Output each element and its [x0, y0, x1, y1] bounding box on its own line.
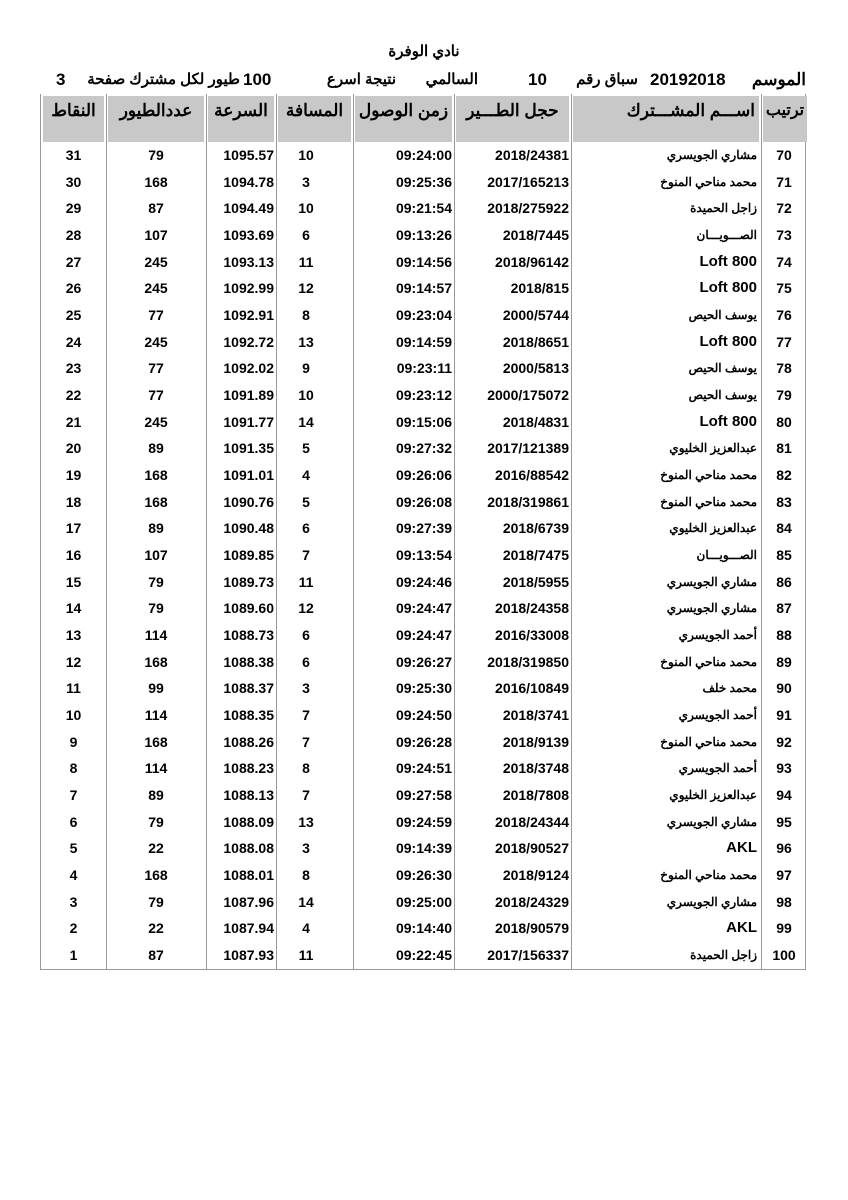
- cell-name: مشاري الجويسري: [666, 894, 757, 909]
- cell-distance: 6: [302, 653, 310, 670]
- cell-rank: 87: [776, 600, 792, 617]
- cell-points: 3: [69, 893, 78, 910]
- cell-time: 09:15:06: [395, 413, 452, 430]
- cell-ring: 2000/175072: [487, 387, 569, 404]
- cell-time: 09:14:40: [395, 920, 452, 937]
- cell-name: AKL: [726, 839, 757, 857]
- cell-name: أحمد الجويسري: [678, 761, 757, 776]
- cell-ring: 2017/121389: [487, 440, 569, 457]
- cell-name: Loft 800: [699, 279, 757, 297]
- cell-name: يوسف الحيص: [688, 308, 757, 323]
- cell-distance: 8: [302, 307, 310, 324]
- cell-count: 99: [148, 680, 164, 697]
- cell-ring: 2000/5744: [502, 307, 569, 324]
- cell-ring: 2018/275922: [487, 200, 569, 217]
- cell-ring: 2018/4831: [502, 413, 569, 430]
- cell-count: 79: [148, 573, 164, 590]
- cell-name: عبدالعزيز الخليوي: [669, 521, 757, 536]
- cell-speed: 1088.08: [223, 840, 274, 857]
- cell-time: 09:26:28: [395, 733, 452, 750]
- cell-ring: 2018/7808: [502, 787, 569, 804]
- cell-name: زاجل الحميدة: [690, 201, 757, 216]
- cell-ring: 2018/3748: [502, 760, 569, 777]
- cell-points: 26: [65, 280, 82, 297]
- cell-points: 5: [69, 840, 78, 857]
- cell-speed: 1090.76: [223, 493, 274, 510]
- cell-points: 10: [65, 707, 82, 724]
- cell-points: 21: [65, 413, 82, 430]
- cell-distance: 11: [298, 947, 314, 964]
- cell-time: 09:23:11: [396, 360, 452, 377]
- cell-distance: 9: [302, 360, 310, 377]
- cell-points: 28: [65, 227, 82, 243]
- header-bird-count: عددالطيور: [108, 96, 204, 142]
- cell-points: 14: [65, 600, 82, 617]
- cell-rank: 82: [776, 467, 792, 484]
- cell-time: 09:14:57: [395, 280, 452, 297]
- cell-count: 79: [148, 147, 164, 163]
- cell-name: محمد مناحي المنوخ: [660, 468, 757, 483]
- cell-rank: 76: [776, 307, 792, 324]
- cell-distance: 6: [302, 627, 310, 644]
- cell-points: 12: [65, 653, 82, 670]
- cell-count: 79: [148, 893, 164, 910]
- cell-time: 09:27:32: [395, 440, 452, 457]
- cell-count: 89: [148, 520, 164, 537]
- cell-time: 09:24:59: [395, 813, 452, 830]
- cell-ring: 2018/5955: [502, 573, 569, 590]
- cell-time: 09:13:26: [395, 227, 452, 243]
- cell-count: 77: [148, 360, 164, 377]
- cell-count: 79: [148, 813, 164, 830]
- cell-name: Loft 800: [699, 412, 757, 430]
- results-table: [40, 94, 806, 970]
- cell-rank: 97: [776, 867, 792, 884]
- cell-ring: 2018/7475: [502, 547, 569, 564]
- race-number: 10: [528, 70, 547, 89]
- cell-distance: 7: [302, 707, 310, 724]
- cell-rank: 85: [776, 547, 792, 564]
- cell-ring: 2016/88542: [495, 467, 569, 484]
- cell-speed: 1091.35: [223, 440, 274, 457]
- cell-points: 25: [65, 307, 82, 324]
- cell-time: 09:13:54: [395, 547, 452, 564]
- cell-name: زاجل الحميدة: [690, 948, 757, 963]
- cell-distance: 11: [298, 253, 314, 270]
- cell-count: 245: [144, 253, 168, 270]
- cell-speed: 1093.13: [223, 253, 274, 270]
- cell-rank: 95: [776, 813, 792, 830]
- cell-name: أحمد الجويسري: [678, 708, 757, 723]
- cell-time: 09:24:47: [395, 627, 452, 644]
- cell-distance: 12: [298, 600, 314, 617]
- cell-speed: 1088.01: [223, 867, 274, 884]
- cell-ring: 2018/96142: [495, 253, 569, 270]
- cell-count: 89: [148, 440, 164, 457]
- cell-ring: 2000/5813: [502, 360, 569, 377]
- cell-name: مشاري الجويسري: [666, 601, 757, 616]
- cell-ring: 2018/319850: [487, 653, 569, 670]
- cell-rank: 74: [776, 253, 792, 270]
- cell-speed: 1088.73: [223, 627, 274, 644]
- cell-time: 09:24:51: [395, 760, 452, 777]
- cell-rank: 71: [776, 173, 792, 190]
- cell-count: 107: [144, 547, 168, 564]
- cell-time: 09:26:06: [395, 467, 452, 484]
- cell-name: محمد خلف: [702, 681, 757, 696]
- cell-time: 09:22:45: [395, 947, 452, 964]
- cell-points: 11: [66, 680, 81, 697]
- cell-speed: 1095.57: [223, 147, 274, 163]
- cell-ring: 2017/165213: [487, 173, 569, 190]
- cell-time: 09:26:30: [395, 867, 452, 884]
- cell-ring: 2018/6739: [502, 520, 569, 537]
- cell-rank: 78: [776, 360, 792, 377]
- cell-time: 09:26:27: [395, 653, 452, 670]
- cell-count: 77: [148, 387, 164, 404]
- cell-rank: 93: [776, 760, 792, 777]
- cell-points: 4: [69, 867, 78, 884]
- cell-rank: 84: [776, 520, 792, 537]
- season-label: الموسم: [751, 70, 806, 89]
- cell-time: 09:27:58: [395, 787, 452, 804]
- cell-rank: 86: [776, 573, 792, 590]
- cell-ring: 2018/7445: [502, 227, 569, 243]
- cell-points: 6: [69, 813, 78, 830]
- cell-name: محمد مناحي المنوخ: [660, 174, 757, 189]
- cell-count: 114: [144, 760, 168, 777]
- cell-points: 9: [69, 733, 78, 750]
- cell-speed: 1089.73: [223, 573, 274, 590]
- cell-points: 31: [65, 147, 82, 163]
- cell-ring: 2018/90579: [495, 920, 569, 937]
- cell-rank: 73: [776, 227, 792, 243]
- cell-count: 22: [148, 920, 164, 937]
- cell-ring: 2016/10849: [495, 680, 569, 697]
- cell-count: 245: [144, 333, 168, 350]
- cell-distance: 3: [302, 840, 310, 857]
- cell-speed: 1091.01: [223, 467, 274, 484]
- cell-rank: 89: [776, 653, 792, 670]
- header-participant: اســـم المشـــترك: [573, 96, 759, 142]
- cell-name: الصـــويـــان: [696, 228, 757, 242]
- cell-distance: 6: [302, 227, 310, 243]
- cell-name: مشاري الجويسري: [666, 148, 757, 162]
- cell-count: 168: [144, 467, 168, 484]
- cell-count: 89: [148, 787, 164, 804]
- cell-speed: 1088.26: [223, 733, 274, 750]
- cell-ring: 2018/3741: [502, 707, 569, 724]
- cell-points: 2: [69, 920, 78, 937]
- cell-count: 168: [144, 173, 168, 190]
- cell-time: 09:14:39: [395, 840, 452, 857]
- cell-name: عبدالعزيز الخليوي: [669, 441, 757, 456]
- cell-name: الصـــويـــان: [696, 548, 757, 563]
- cell-count: 168: [144, 653, 168, 670]
- cell-count: 245: [144, 280, 168, 297]
- cell-ring: 2018/9139: [502, 733, 569, 750]
- cell-count: 22: [148, 840, 164, 857]
- cell-time: 09:26:08: [395, 493, 452, 510]
- cell-distance: 8: [302, 867, 310, 884]
- cell-distance: 7: [302, 547, 310, 564]
- cell-speed: 1090.48: [223, 520, 274, 537]
- cell-name: أحمد الجويسري: [678, 628, 757, 643]
- cell-time: 09:24:47: [395, 600, 452, 617]
- cell-points: 23: [65, 360, 82, 377]
- cell-speed: 1089.60: [223, 600, 274, 617]
- cell-speed: 1088.13: [223, 787, 274, 804]
- cell-rank: 92: [776, 733, 792, 750]
- cell-distance: 8: [302, 760, 310, 777]
- cell-distance: 13: [298, 333, 314, 350]
- per-participant-page-label: طيور لكل مشترك صفحة: [87, 71, 240, 88]
- cell-rank: 83: [776, 493, 792, 510]
- cell-rank: 96: [776, 840, 792, 857]
- cell-rank: 70: [776, 147, 792, 163]
- cell-speed: 1094.49: [223, 200, 274, 217]
- cell-distance: 6: [302, 520, 310, 537]
- cell-rank: 81: [776, 440, 792, 457]
- cell-name: Loft 800: [699, 332, 757, 350]
- cell-points: 24: [65, 333, 82, 350]
- cell-distance: 7: [302, 787, 310, 804]
- cell-name: عبدالعزيز الخليوي: [669, 788, 757, 803]
- cell-points: 18: [65, 493, 82, 510]
- cell-count: 77: [148, 307, 164, 324]
- cell-points: 17: [65, 520, 82, 537]
- cell-points: 29: [65, 200, 82, 217]
- cell-speed: 1088.23: [223, 760, 274, 777]
- cell-count: 114: [144, 627, 168, 644]
- cell-speed: 1088.38: [223, 653, 274, 670]
- cell-speed: 1087.94: [223, 920, 274, 937]
- cell-ring: 2018/9124: [502, 867, 569, 884]
- cell-count: 87: [148, 200, 164, 217]
- cell-rank: 90: [776, 680, 792, 697]
- race-location: السالمي: [425, 71, 478, 88]
- cell-rank: 75: [776, 280, 792, 297]
- club-title: نادي الوفرة: [388, 43, 460, 60]
- cell-count: 114: [144, 707, 168, 724]
- cell-rank: 88: [776, 627, 792, 644]
- cell-distance: 4: [302, 467, 310, 484]
- cell-ring: 2017/156337: [487, 947, 569, 964]
- cell-points: 30: [65, 173, 82, 190]
- cell-speed: 1092.91: [223, 307, 274, 324]
- cell-count: 168: [144, 493, 168, 510]
- cell-count: 87: [148, 947, 164, 964]
- cell-time: 09:25:36: [395, 173, 452, 190]
- cell-speed: 1087.96: [223, 893, 274, 910]
- cell-name: محمد مناحي المنوخ: [660, 654, 757, 669]
- result-label: نتيجة اسرع: [326, 71, 396, 88]
- cell-ring: 2018/319861: [487, 493, 569, 510]
- cell-rank: 79: [776, 387, 792, 404]
- header-points: النقاط: [43, 96, 104, 142]
- cell-distance: 5: [302, 440, 310, 457]
- cell-time: 09:25:30: [395, 680, 452, 697]
- cell-ring: 2018/815: [510, 280, 569, 297]
- cell-points: 22: [65, 387, 82, 404]
- race-label: سباق رقم: [576, 71, 638, 88]
- cell-points: 27: [65, 253, 82, 270]
- cell-points: 13: [65, 627, 82, 644]
- cell-name: محمد مناحي المنوخ: [660, 868, 757, 883]
- cell-name: يوسف الحيص: [688, 361, 757, 376]
- cell-rank: 98: [776, 893, 792, 910]
- birds-count: 100: [243, 70, 272, 89]
- cell-points: 19: [65, 467, 82, 484]
- cell-rank: 100: [772, 947, 796, 964]
- cell-distance: 7: [302, 733, 310, 750]
- cell-speed: 1092.72: [223, 333, 274, 350]
- cell-count: 79: [148, 600, 164, 617]
- cell-distance: 12: [298, 280, 314, 297]
- cell-distance: 10: [298, 200, 314, 217]
- header-arrival-time: زمن الوصول: [355, 96, 452, 142]
- cell-rank: 91: [776, 707, 792, 724]
- page-number: 3: [56, 70, 66, 89]
- cell-speed: 1093.69: [223, 227, 274, 243]
- cell-points: 7: [69, 787, 78, 804]
- header-distance: المسافة: [278, 96, 351, 142]
- cell-speed: 1091.89: [223, 387, 274, 404]
- cell-time: 09:14:56: [395, 253, 452, 270]
- cell-distance: 11: [298, 573, 314, 590]
- cell-ring: 2018/24344: [495, 813, 569, 830]
- cell-distance: 5: [302, 493, 310, 510]
- cell-distance: 10: [298, 387, 314, 404]
- cell-distance: 13: [298, 813, 314, 830]
- cell-time: 09:24:50: [395, 707, 452, 724]
- cell-speed: 1088.35: [223, 707, 274, 724]
- cell-points: 8: [69, 760, 78, 777]
- cell-time: 09:14:59: [395, 333, 452, 350]
- cell-ring: 2016/33008: [495, 627, 569, 644]
- cell-ring: 2018/8651: [502, 333, 569, 350]
- cell-ring: 2018/90527: [495, 840, 569, 857]
- cell-distance: 14: [298, 413, 314, 430]
- cell-points: 15: [65, 573, 82, 590]
- cell-speed: 1087.93: [223, 947, 274, 964]
- cell-time: 09:23:04: [395, 307, 452, 324]
- cell-name: مشاري الجويسري: [666, 814, 757, 829]
- cell-points: 1: [69, 947, 78, 964]
- cell-ring: 2018/24358: [495, 600, 569, 617]
- cell-points: 20: [65, 440, 82, 457]
- cell-name: مشاري الجويسري: [666, 574, 757, 589]
- cell-time: 09:27:39: [395, 520, 452, 537]
- cell-time: 09:23:12: [395, 387, 452, 404]
- header-speed: السرعة: [208, 96, 274, 142]
- cell-time: 09:24:46: [395, 573, 452, 590]
- cell-count: 168: [144, 733, 168, 750]
- cell-distance: 4: [302, 920, 310, 937]
- header-ring: حجل الطـــير: [456, 96, 569, 142]
- cell-distance: 14: [298, 893, 314, 910]
- cell-speed: 1092.99: [223, 280, 274, 297]
- cell-distance: 10: [298, 147, 314, 163]
- cell-rank: 99: [776, 920, 792, 937]
- cell-count: 245: [144, 413, 168, 430]
- season-value: 20192018: [650, 70, 726, 89]
- cell-speed: 1088.09: [223, 813, 274, 830]
- cell-count: 168: [144, 867, 168, 884]
- cell-rank: 80: [776, 413, 792, 430]
- cell-points: 16: [65, 547, 82, 564]
- cell-time: 09:25:00: [395, 893, 452, 910]
- cell-distance: 3: [302, 680, 310, 697]
- cell-speed: 1089.85: [223, 547, 274, 564]
- cell-count: 107: [144, 227, 168, 243]
- cell-time: 09:24:00: [395, 147, 452, 163]
- cell-speed: 1091.77: [223, 413, 274, 430]
- cell-time: 09:21:54: [395, 200, 452, 217]
- cell-name: محمد مناحي المنوخ: [660, 494, 757, 509]
- cell-name: محمد مناحي المنوخ: [660, 734, 757, 749]
- cell-ring: 2018/24381: [495, 147, 569, 163]
- header-rank: ترتيب: [763, 96, 807, 142]
- cell-name: AKL: [726, 919, 757, 937]
- cell-ring: 2018/24329: [495, 893, 569, 910]
- cell-distance: 3: [302, 173, 310, 190]
- cell-speed: 1088.37: [223, 680, 274, 697]
- cell-speed: 1092.02: [223, 360, 274, 377]
- cell-rank: 94: [776, 787, 792, 804]
- cell-name: يوسف الحيص: [688, 388, 757, 403]
- cell-name: Loft 800: [699, 252, 757, 270]
- cell-rank: 72: [776, 200, 792, 217]
- cell-rank: 77: [776, 333, 792, 350]
- cell-speed: 1094.78: [223, 173, 274, 190]
